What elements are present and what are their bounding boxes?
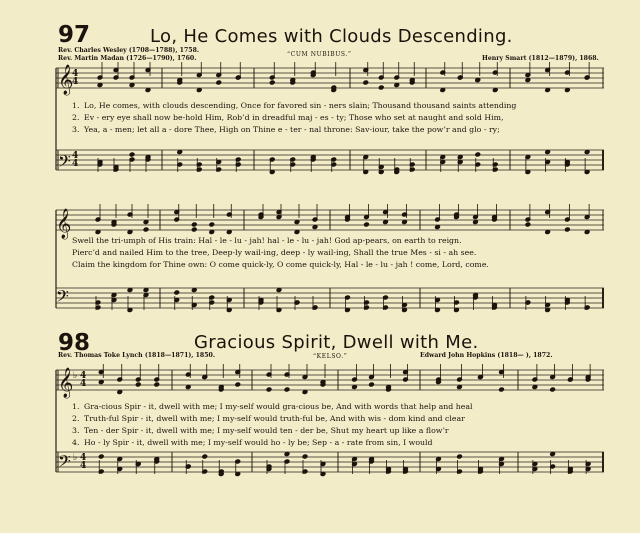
verse-line [72, 124, 516, 136]
hymn-97-verses-system-2 [72, 235, 489, 271]
verse-text: Ev - ery eye shall now be-hold Him, Rob’d in dreadful maj - es - ty; Those who set at naught and sold Him, [84, 113, 504, 122]
notehead [379, 85, 384, 90]
notehead [284, 387, 289, 392]
hymn-97-number: 97 [58, 22, 91, 48]
hymn-98-verses [72, 401, 473, 449]
notehead [235, 382, 240, 387]
verse-line [72, 437, 473, 449]
notehead [364, 222, 369, 227]
notehead [192, 227, 197, 232]
notehead [525, 222, 530, 227]
verse-number: 4. [72, 438, 80, 447]
svg-text:𝄢: 𝄢 [58, 451, 71, 475]
hymn-98-composer: Edward John Hopkins (1818— ), 1872. [420, 352, 553, 359]
verse-text: Lo, He comes, with clouds descending, Once for favored sin - ners slain; Thousand thousand saints attending [84, 101, 517, 110]
svg-text:♭: ♭ [73, 453, 78, 463]
hymn-97-composer: Henry Smart (1812—1879), 1868. [482, 55, 599, 62]
notehead [154, 382, 159, 387]
svg-text:4: 4 [72, 151, 79, 161]
notehead [136, 382, 141, 387]
notehead [565, 227, 570, 232]
verse-text: Gra-cious Spir - it, dwell with me; I my-self would gra-cious be, And with words that help and heal [84, 402, 473, 411]
notehead [266, 387, 271, 392]
svg-text:4: 4 [80, 461, 87, 471]
svg-text:4: 4 [72, 69, 79, 79]
verse-line: Pierc’d and nailed Him to the tree, Deep-ly wail-ing, deep - ly wail-ing, Shall the true Mes - si - ah see. [72, 248, 477, 257]
notehead [174, 290, 179, 295]
svg-text:𝄢: 𝄢 [58, 151, 71, 175]
hymn-97-tune-name: “CUM NUBIBUS.” [287, 51, 352, 58]
notehead [143, 227, 148, 232]
verse-number: 1. [72, 402, 80, 411]
verse-line [72, 413, 473, 425]
svg-text:4: 4 [80, 371, 87, 381]
notehead [475, 152, 480, 157]
notehead [363, 80, 368, 85]
verse-line: Swell the tri-umph of His train: Hal - le - lu - jah! hal - le - lu - jah! God ap-pears, on earth to reign. [72, 236, 462, 245]
notehead [202, 454, 207, 459]
hymn-97-author-1: Rev. Charles Wesley (1708—1788), 1758. [58, 47, 200, 54]
hymn-98-tune-name: “KELSO.” [313, 353, 348, 360]
svg-text:♭: ♭ [73, 371, 78, 381]
verse-line: Claim the kingdom for Thine own: O come quick-ly, O come quick-ly, Hal - le - lu - jah ! come, Lord, come. [72, 260, 489, 269]
hymn-98-title: Gracious Spirit, Dwell with Me. [194, 332, 479, 353]
hymn-98-number: 98 [58, 330, 91, 356]
notehead [550, 387, 555, 392]
verse-number: 1. [72, 101, 80, 110]
notehead [457, 454, 462, 459]
verse-text: Ten - der Spir - it, dwell with me; I my-self would ten - der be, Shut my heart up like a flow’r [84, 426, 449, 435]
verse-text: Ho - ly Spir - it, dwell with me; I my-self would ho - ly be; Sep - a - rate from sin, I would [84, 438, 433, 447]
notehead [216, 80, 221, 85]
svg-text:𝄞: 𝄞 [56, 209, 72, 239]
svg-text:4: 4 [80, 379, 87, 389]
notehead [369, 382, 374, 387]
notehead [209, 222, 214, 227]
hymn-98-author: Rev. Thomas Toke Lynch (1818—1871), 1850. [58, 352, 215, 359]
verse-line [72, 425, 473, 437]
verse-line [72, 100, 516, 112]
notehead [499, 387, 504, 392]
verse-line [72, 112, 516, 124]
svg-text:4: 4 [72, 159, 79, 169]
svg-text:4: 4 [80, 453, 87, 463]
verse-number: 3. [72, 125, 80, 134]
svg-text:𝄞: 𝄞 [58, 65, 74, 95]
verse-number: 2. [72, 414, 80, 423]
notehead [192, 222, 197, 227]
verse-line [72, 401, 473, 413]
svg-text:𝄢: 𝄢 [56, 286, 69, 310]
verse-text: Truth-ful Spir - it, dwell with me; I my-self would truth-ful be, And with wis - dom kind and clear [84, 414, 465, 423]
notehead [99, 454, 104, 459]
hymn-97-verses-system-1 [72, 100, 516, 136]
verse-number: 2. [72, 113, 80, 122]
hymn-97-title: Lo, He Comes with Clouds Descending. [150, 26, 513, 47]
svg-text:4: 4 [72, 77, 79, 87]
verse-number: 3. [72, 426, 80, 435]
verse-text: Yea, a - men; let all a - dore Thee, High on Thine e - ter - nal throne: Sav-iour, take the pow’r and glo - ry; [84, 125, 500, 134]
notehead [270, 80, 275, 85]
svg-text:𝄞: 𝄞 [58, 368, 74, 398]
notehead [129, 152, 134, 157]
hymn-97-author-2: Rev. Martin Madan (1726—1790), 1760. [58, 55, 197, 62]
notehead [302, 454, 307, 459]
